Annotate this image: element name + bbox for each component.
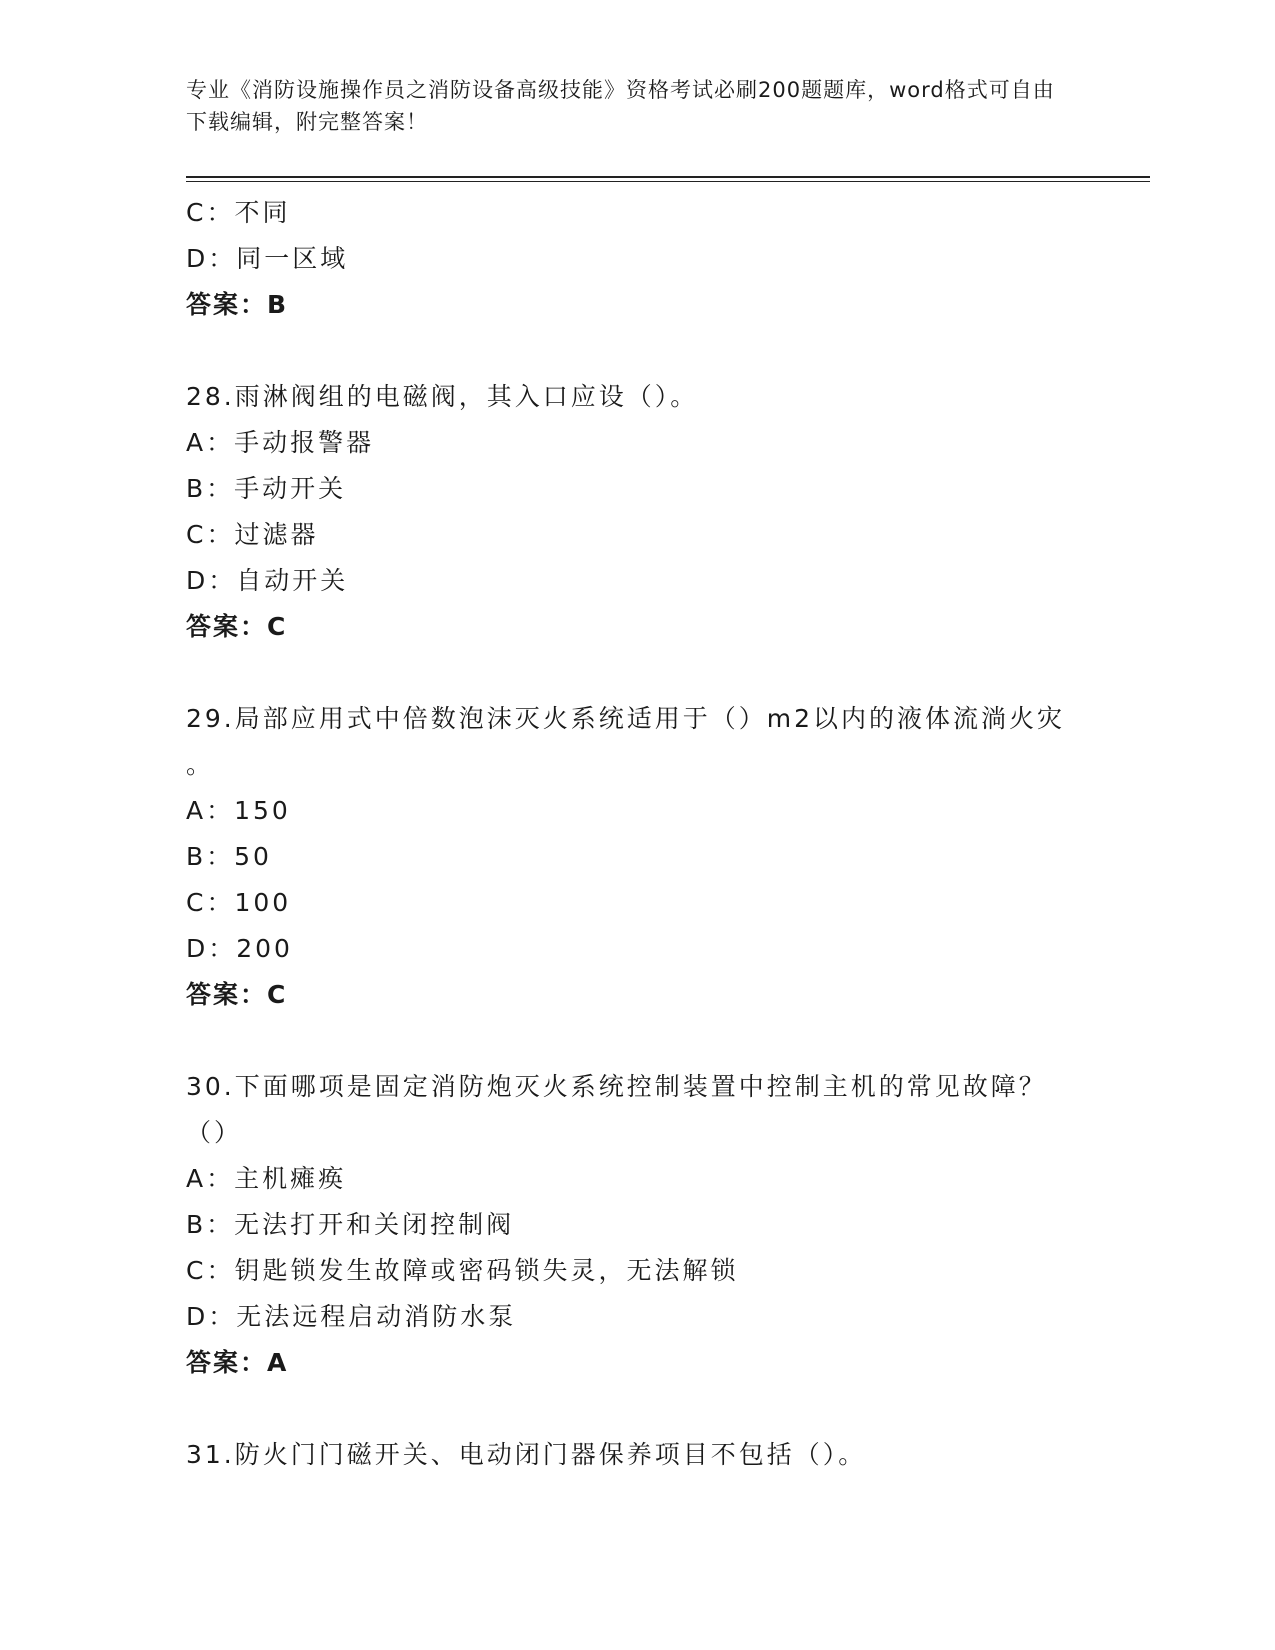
- question-text: 28.雨淋阀组的电磁阀，其入口应设（）。: [186, 382, 699, 411]
- question-text-continuation: 。: [186, 750, 215, 779]
- option-d: D：自动开关: [186, 566, 349, 595]
- option-a: A：150: [186, 796, 291, 825]
- question-31: [186, 1432, 1086, 1478]
- spacer: [186, 1386, 1086, 1432]
- question-29: [186, 696, 1086, 1018]
- question-text: 30.下面哪项是固定消防炮灭火系统控制装置中控制主机的常见故障？: [186, 1072, 1047, 1101]
- answer-label: 答案：C: [186, 980, 288, 1009]
- question-text-continuation: （）: [186, 1118, 243, 1147]
- option-c: C：100: [186, 888, 292, 917]
- option-c: C：过滤器: [186, 520, 319, 549]
- option-a: A：主机瘫痪: [186, 1164, 347, 1193]
- question-28: [186, 374, 1086, 650]
- document-header: [186, 74, 1066, 138]
- option-c: C：钥匙锁发生故障或密码锁失灵，无法解锁: [186, 1256, 739, 1285]
- header-title: 专业《消防设施操作员之消防设备高级技能》资格考试必刷200题题库，word格式可自由下载编辑，附完整答案！: [186, 78, 1055, 134]
- spacer: [186, 328, 1086, 374]
- question-text: 31.防火门门磁开关、电动闭门器保养项目不包括（）。: [186, 1440, 867, 1469]
- header-divider-thick: [186, 176, 1150, 178]
- option-b: B：50: [186, 842, 272, 871]
- option-a: A：手动报警器: [186, 428, 375, 457]
- option-c: C：不同: [186, 198, 291, 227]
- spacer: [186, 650, 1086, 696]
- answer-label: 答案：A: [186, 1348, 289, 1377]
- option-d: D：同一区域: [186, 244, 349, 273]
- spacer: [186, 1018, 1086, 1064]
- answer-label: 答案：B: [186, 290, 289, 319]
- question-list: [186, 190, 1086, 1478]
- question-27-continuation: [186, 190, 1086, 328]
- option-b: B：无法打开和关闭控制阀: [186, 1210, 515, 1239]
- option-b: B：手动开关: [186, 474, 347, 503]
- option-d: D：无法远程启动消防水泵: [186, 1302, 517, 1331]
- question-30: [186, 1064, 1086, 1386]
- option-d: D：200: [186, 934, 293, 963]
- question-text: 29.局部应用式中倍数泡沫灭火系统适用于（）m2以内的液体流淌火灾: [186, 704, 1066, 733]
- answer-label: 答案：C: [186, 612, 288, 641]
- header-divider-thin: [186, 181, 1150, 182]
